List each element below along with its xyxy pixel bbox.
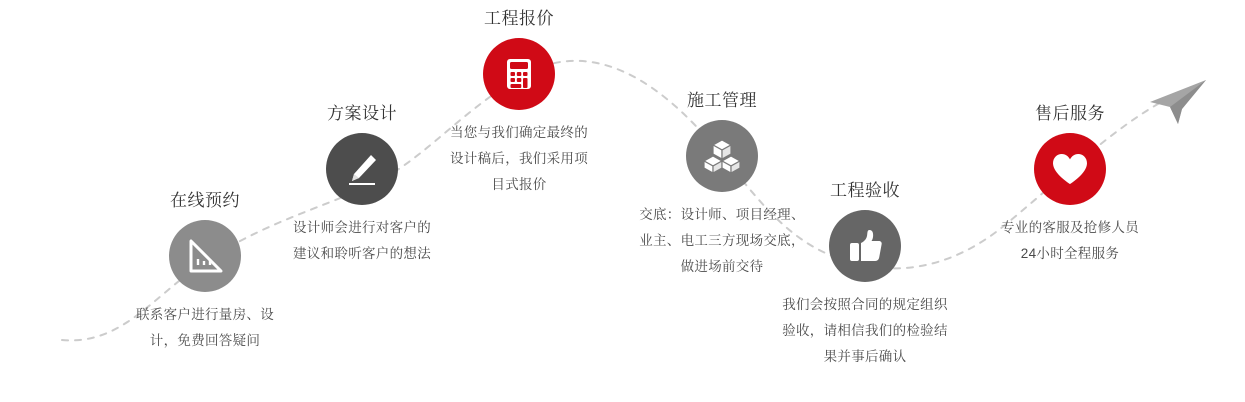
thumbs-up-icon [829,210,901,282]
step-title: 工程验收 [830,181,900,200]
step-description: 专业的客服及抢修人员24小时全程服务 [1001,220,1139,261]
calculator-icon [483,38,555,110]
step-engineering-quote[interactable] [419,8,619,198]
step-description: 交底：设计师、项目经理、业主、电工三方现场交底，做进场前交待 [639,207,805,274]
step-title: 在线预约 [170,191,240,210]
step-after-sales-service[interactable] [970,103,1170,267]
step-description: 当您与我们确定最终的设计稿后，我们采用项目式报价 [450,125,588,192]
step-title: 方案设计 [327,104,397,123]
ruler-icon [169,220,241,292]
step-title: 售后服务 [1035,104,1105,123]
step-title: 工程报价 [484,9,554,28]
step-description: 联系客户进行量房、设计，免费回答疑问 [136,307,274,348]
step-description: 设计师会进行对客户的建议和聆听客户的想法 [293,220,431,261]
pen-nib-icon [326,133,398,205]
step-description: 我们会按照合同的规定组织验收，请相信我们的检验结果并事后确认 [782,297,948,364]
boxes-icon [686,120,758,192]
step-title: 施工管理 [687,91,757,110]
step-project-acceptance[interactable] [765,180,965,370]
heart-icon [1034,133,1106,205]
